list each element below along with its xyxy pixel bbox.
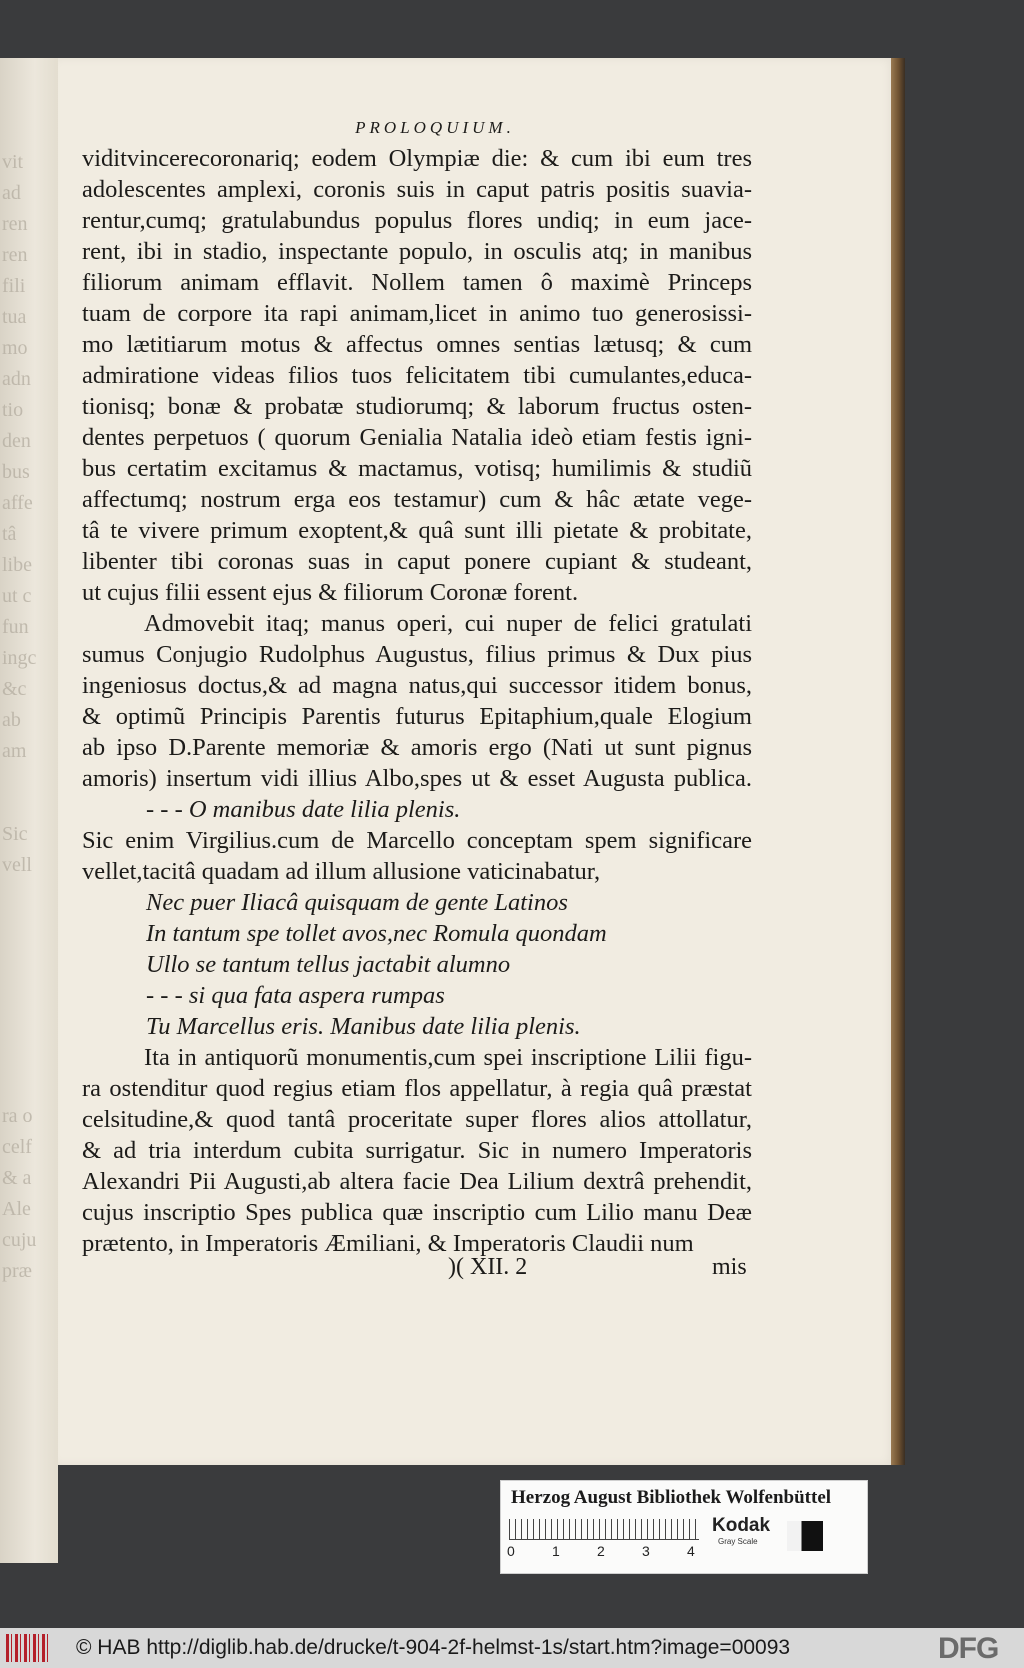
facing-page-fragment: am xyxy=(2,740,27,762)
facing-page-fragment: celf xyxy=(2,1136,32,1158)
library-name: Herzog August Bibliothek Wolfenbüttel xyxy=(511,1487,832,1508)
text-line: Ita in antiquorũ monumentis,cum spei inscriptione Lilii figu- xyxy=(144,1044,752,1071)
color-target-card xyxy=(500,1480,868,1574)
text-line: Alexandri Pii Augusti,ab altera facie Dea Lilium dextrâ prehendit, xyxy=(82,1168,752,1195)
page-block-edge xyxy=(891,58,905,1465)
text-line: filiorum animam efflavit. Nollem tamen ô maximè Princeps xyxy=(82,269,752,296)
text-line: rentur,cumq; gratulabundus populus flores undiq; in eum jace- xyxy=(82,207,752,234)
facing-page-fragment: tua xyxy=(2,306,27,328)
running-head: PROLOQUIUM. xyxy=(355,118,515,137)
facing-page-fragment: vell xyxy=(2,854,32,876)
facing-page-fragment: libe xyxy=(2,554,32,576)
text-line: admiratione videas filios tuos felicitatem tibi cumulantes,educa- xyxy=(82,362,752,389)
text-line: viditvincerecoronariq; eodem Olympiæ die: & cum ibi eum tres xyxy=(82,145,752,172)
facing-page-fragment: vit xyxy=(2,151,24,173)
ruler-number: 3 xyxy=(642,1543,650,1559)
facing-page-fragment: adn xyxy=(2,368,31,390)
facing-page-fragment: ren xyxy=(2,244,28,266)
text-line: Admovebit itaq; manus operi, cui nuper de felici gratulati xyxy=(144,610,752,637)
facing-page-fragment: tâ xyxy=(2,523,17,545)
facing-page-fragment: &c xyxy=(2,678,27,700)
text-line: celsitudine,& quod tantâ proceritate super flores alios attollatur, xyxy=(82,1106,752,1133)
facing-page-fragment: affe xyxy=(2,492,33,514)
facing-page-fragment: ut c xyxy=(2,585,32,607)
source-url[interactable]: © HAB http://diglib.hab.de/drucke/t-904-2f-helmst-1s/start.htm?image=00093 xyxy=(76,1636,791,1659)
facing-page-fragment: ingc xyxy=(2,647,37,669)
text-line: tuam de corpore ita rapi animam,licet in animo tuo generosissi- xyxy=(82,300,752,327)
facing-page-fragment: præ xyxy=(2,1260,32,1282)
ruler-number: 2 xyxy=(597,1543,605,1559)
text-line: adolescentes amplexi, coronis suis in caput patris positis suavia- xyxy=(82,176,752,203)
facing-page-fragment: & a xyxy=(2,1167,32,1189)
gray-swatch xyxy=(787,1521,823,1551)
text-line: ingeniosus doctus,& ad magna natus,qui successor itidem bonus, xyxy=(82,672,752,699)
dfg-logo: DFG xyxy=(938,1632,999,1665)
text-line: prætento, in Imperatoris Æmiliani, & Imperatoris Claudii num xyxy=(82,1230,694,1257)
text-line: - - - si qua fata aspera rumpas xyxy=(146,982,445,1009)
gray-scale-label: Gray Scale xyxy=(718,1537,758,1546)
facing-page-fragment: fun xyxy=(2,616,29,638)
text-line: rent, ibi in stadio, inspectante populo, in osculis atq; in manibus xyxy=(82,238,752,265)
facing-page-fragment: den xyxy=(2,430,31,452)
footer-bar xyxy=(0,1628,1024,1668)
text-line: Tu Marcellus eris. Manibus date lilia plenis. xyxy=(146,1013,581,1040)
text-line: cujus inscriptio Spes publica quæ inscriptio cum Lilio manu Deæ xyxy=(82,1199,752,1226)
facing-page-fragment: cuju xyxy=(2,1229,37,1251)
ruler-number: 1 xyxy=(552,1543,560,1559)
facing-page-fragment: ra o xyxy=(2,1105,33,1127)
text-line: tâ te vivere primum exoptent,& quâ sunt illi pietate & probitate, xyxy=(82,517,752,544)
ruler-number: 0 xyxy=(507,1543,515,1559)
text-line: vellet,tacitâ quadam ad illum allusione vaticinabatur, xyxy=(82,858,601,885)
facing-page-fragment: tio xyxy=(2,399,24,421)
text-line: In tantum spe tollet avos,nec Romula quondam xyxy=(146,920,607,947)
text-line: bus certatim excitamus & mactamus, votisq; humilimis & studiũ xyxy=(82,455,752,482)
facing-page-fragment: Ale xyxy=(2,1198,31,1220)
text-line: & optimũ Principis Parentis futurus Epitaphium,quale Elogium xyxy=(82,703,752,730)
ruler-number: 4 xyxy=(687,1543,695,1559)
scale-ruler xyxy=(509,1519,699,1540)
facing-page-fragment: bus xyxy=(2,461,30,483)
text-line: Ullo se tantum tellus jactabit alumno xyxy=(146,951,511,978)
text-line: ra ostenditur quod regius etiam flos appellatur, à regia quâ præstat xyxy=(82,1075,752,1102)
facing-page-fragment: mo xyxy=(2,337,28,359)
facing-page-fragment: fili xyxy=(2,275,26,297)
text-line: libenter tibi coronas suas in caput ponere cupiant & studeant, xyxy=(82,548,752,575)
facing-page-fragment: Sic xyxy=(2,823,28,845)
facing-page-edge xyxy=(0,58,58,1563)
text-line: Sic enim Virgilius.cum de Marcello conceptam spem significare xyxy=(82,827,752,854)
text-line: ab ipso D.Parente memoriæ & amoris ergo (Nati ut sunt pignus xyxy=(82,734,752,761)
text-line: - - - O manibus date lilia plenis. xyxy=(146,796,461,823)
text-line: & ad tria interdum cubita surrigatur. Sic in numero Imperatoris xyxy=(82,1137,752,1164)
text-line: amoris) insertum vidi illius Albo,spes ut & esset Augusta publica. xyxy=(82,765,752,792)
facing-page-fragment: ad xyxy=(2,182,21,204)
text-line: sumus Conjugio Rudolphus Augustus, filius primus & Dux pius xyxy=(82,641,752,668)
facing-page-fragment: ab xyxy=(2,709,21,731)
text-line: tionisq; bonæ & probatæ studiorumq; & laborum fructus osten- xyxy=(82,393,752,420)
text-line: Nec puer Iliacâ quisquam de gente Latinos xyxy=(146,889,568,916)
catchword: mis xyxy=(712,1254,747,1280)
facing-page-fragment: ren xyxy=(2,213,28,235)
text-line: ut cujus filii essent ejus & filiorum Coronæ forent. xyxy=(82,579,579,606)
signature-mark: )( XII. 2 xyxy=(448,1254,528,1280)
text-line: dentes perpetuos ( quorum Genialia Natalia ideò etiam festis igni- xyxy=(82,424,752,451)
text-line: affectumq; nostrum erga eos testamur) cum & hâc ætate vege- xyxy=(82,486,752,513)
kodak-logo: Kodak xyxy=(712,1515,771,1536)
barcode-icon xyxy=(6,1634,48,1662)
text-line: mo lætitiarum motus & affectus omnes sentias lætusq; & cum xyxy=(82,331,752,358)
